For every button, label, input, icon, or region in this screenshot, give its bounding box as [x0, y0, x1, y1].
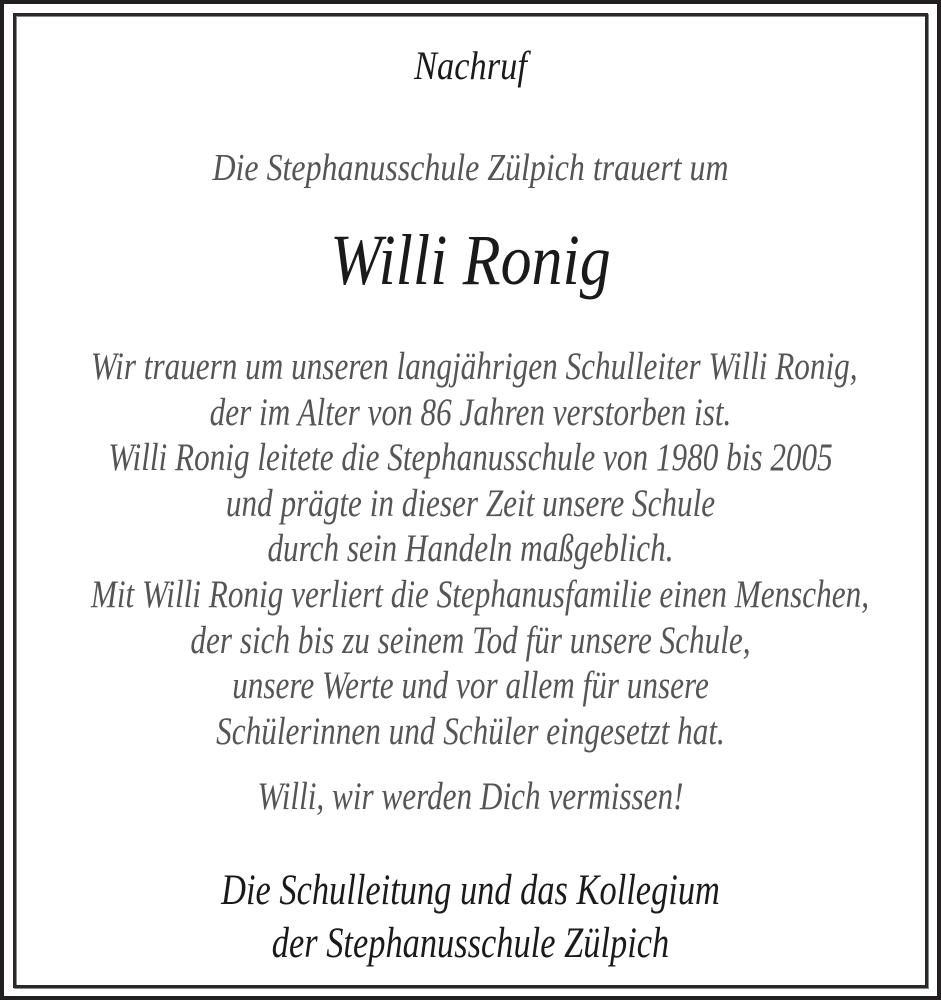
- signature-block: [107, 864, 834, 970]
- body-line: Schülerinnen und Schüler eingesetzt hat.: [216, 709, 725, 753]
- notice-heading: Nachruf: [414, 43, 527, 88]
- body-line: Willi Ronig leitete die Stephanusschule von 1980 bis 2005: [108, 436, 833, 480]
- intro-line: Die Stephanusschule Zülpich trauert um: [212, 147, 729, 189]
- deceased-name: Willi Ronig: [330, 220, 611, 300]
- body-line: Mit Willi Ronig verliert die Stephanusfamilie einen Menschen,: [90, 572, 869, 616]
- obituary-notice: [16, 16, 925, 985]
- signature-line: der Stephanusschule Zülpich: [271, 920, 670, 967]
- obituary-body: [90, 344, 869, 754]
- body-line: der sich bis zu seinem Tod für unsere Schule,: [190, 618, 751, 662]
- body-line: und prägte in dieser Zeit unsere Schule: [225, 481, 716, 525]
- body-line: durch sein Handeln maßgeblich.: [267, 527, 674, 571]
- body-line: Wir trauern um unseren langjährigen Schulleiter Willi Ronig,: [90, 345, 858, 388]
- body-line: der im Alter von 86 Jahren verstorben ist.: [209, 390, 732, 434]
- body-line: unsere Werte und vor allem für unsere: [232, 664, 709, 708]
- signature-line: Die Schulleitung und das Kollegium: [221, 867, 720, 914]
- closing-line: Willi, wir werden Dich vermissen!: [257, 775, 684, 818]
